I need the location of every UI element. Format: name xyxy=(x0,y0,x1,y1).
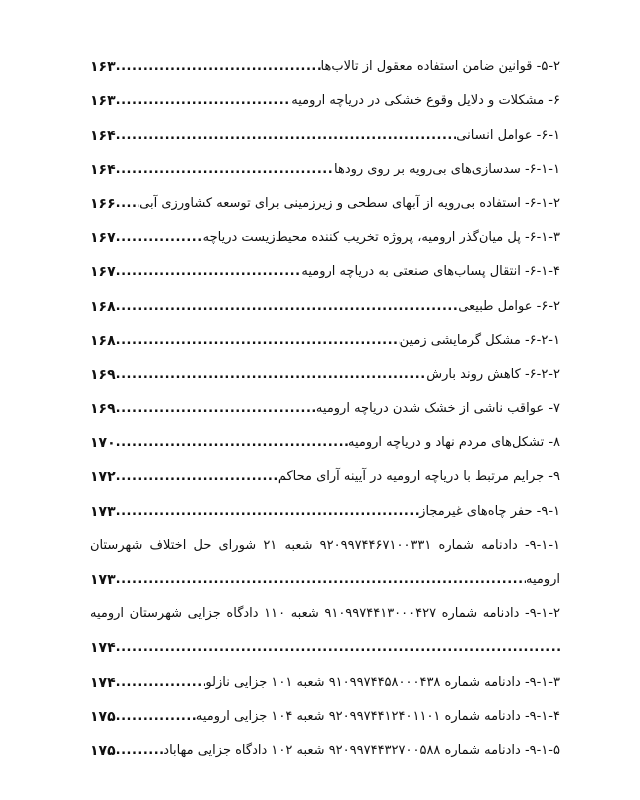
leader-dots xyxy=(116,434,348,452)
leader-dots xyxy=(116,332,400,350)
toc-entry-page: ۱۷۵ xyxy=(90,708,116,725)
toc-entry-page: ۱۶۶ xyxy=(90,195,116,212)
leader-dots xyxy=(116,58,321,76)
toc-entry[interactable] xyxy=(90,418,560,452)
toc-entry[interactable] xyxy=(90,316,560,350)
toc-entry-title: ۹-۱- حفر چاه‌های غیرمجاز xyxy=(419,503,560,519)
toc-entry-title: ۸- تشکل‌های مردم نهاد و دریاچه ارومیه xyxy=(348,435,560,451)
toc-entry-page: ۱۷۰ xyxy=(90,435,116,452)
toc-entry[interactable] xyxy=(90,726,560,760)
toc-entry-title: ۹-۱-۳- دادنامه شماره ۹۱۰۹۹۷۴۴۵۸۰۰۰۴۳۸ شعبه ۱۰۱ جزایی نازلو xyxy=(205,674,560,690)
toc-entry-page: ۱۶۹ xyxy=(90,401,116,418)
toc-entry-page: ۱۷۴ xyxy=(90,640,116,657)
toc-entry-page: ۱۶۳ xyxy=(90,59,116,76)
toc-entry-title: ۹-۱-۲- دادنامه شماره ۹۱۰۹۹۷۴۴۱۳۰۰۰۴۲۷ شعبه ۱۱۰ دادگاه جزایی شهرستان ارومیه xyxy=(90,606,561,622)
leader-dots xyxy=(116,366,427,384)
leader-dots xyxy=(116,674,206,692)
leader-dots xyxy=(116,468,278,486)
table-of-contents xyxy=(90,42,560,760)
leader-dots xyxy=(116,639,560,657)
toc-entry-page: ۱۶۷ xyxy=(90,230,116,247)
toc-entry-title: ۹- جرایم مرتبط با دریاچه ارومیه در آیینه آرای محاکم xyxy=(277,469,560,485)
toc-entry[interactable] xyxy=(90,384,560,418)
toc-entry[interactable] xyxy=(90,110,560,144)
toc-entry-page: ۱۷۳ xyxy=(90,572,116,588)
toc-entry-title: ۶- مشکلات و دلایل وقوع خشکی در دریاچه ارومیه xyxy=(291,93,560,109)
toc-entry-title: ۶-۱- عوامل انسانی xyxy=(456,127,560,143)
leader-dots xyxy=(116,742,164,760)
toc-entry-page: ۱۷۳ xyxy=(90,503,116,520)
toc-entry[interactable] xyxy=(90,657,560,691)
toc-entry-page: ۱۶۹ xyxy=(90,366,116,383)
toc-entry-title: ۶-۲- عوامل طبیعی xyxy=(458,298,560,314)
toc-entry-page: ۱۶۴ xyxy=(90,161,116,178)
toc-entry-page: ۱۷۲ xyxy=(90,469,116,486)
toc-entry[interactable] xyxy=(90,350,560,384)
leader-dots xyxy=(116,571,526,589)
toc-entry-title: ۹-۱-۴- دادنامه شماره ۹۲۰۹۹۷۴۴۱۲۴۰۱۱۰۱ شعبه ۱۰۴ جزایی ارومیه xyxy=(195,708,560,724)
toc-entry-title: ۶-۲-۱- مشکل گرمایشی زمین xyxy=(399,332,560,348)
toc-entry[interactable] xyxy=(90,145,560,179)
toc-entry-title: ۷- عواقب ناشی از خشک شدن دریاچه ارومیه xyxy=(315,401,560,417)
toc-entry-page: ۱۶۷ xyxy=(90,264,116,281)
leader-dots xyxy=(116,503,420,521)
toc-entry-title: ۶-۱-۱- سدسازی‌های بی‌رویه بر روی رودها xyxy=(334,161,560,177)
leader-dots xyxy=(116,298,459,316)
leader-dots xyxy=(116,400,316,418)
toc-entry-title: ۵-۲- قوانین ضامن استفاده معقول از تالاب‌ها xyxy=(320,59,560,75)
toc-entry[interactable] xyxy=(90,179,560,213)
leader-dots xyxy=(116,127,457,145)
toc-entry-page: ۱۶۸ xyxy=(90,332,116,349)
toc-entry-page: ۱۷۴ xyxy=(90,674,116,691)
toc-entry[interactable] xyxy=(90,692,560,726)
toc-entry-title: ۶-۲-۲- کاهش روند بارش xyxy=(426,366,560,382)
toc-entry-title: ۶-۱-۳- پل میان‌گذر ارومیه، پروژه تخریب کننده محیط‌زیست دریاچه xyxy=(202,230,560,246)
leader-dots xyxy=(116,708,196,726)
toc-entry-page: ۱۶۸ xyxy=(90,298,116,315)
toc-entry[interactable] xyxy=(90,76,560,110)
toc-entry-title: ۹-۱-۵- دادنامه شماره ۹۲۰۹۹۷۴۴۳۲۷۰۰۵۸۸ شعبه ۱۰۲ دادگاه جزایی مهاباد xyxy=(163,742,560,758)
toc-entry-title: ۶-۱-۲- استفاده بی‌رویه از آبهای سطحی و زیرزمینی برای توسعه کشاورزی آبی xyxy=(139,195,560,211)
toc-entry-page: ۱۶۳ xyxy=(90,93,116,110)
toc-entry[interactable] xyxy=(90,452,560,486)
toc-entry-page: ۱۷۵ xyxy=(90,742,116,759)
leader-dots xyxy=(116,161,334,179)
toc-entry[interactable] xyxy=(90,486,560,520)
leader-dots xyxy=(116,263,302,281)
toc-entry-title: ۶-۱-۴- انتقال پساب‌های صنعتی به دریاچه ارومیه xyxy=(301,264,560,280)
leader-dots xyxy=(116,92,292,110)
toc-entry-multiline[interactable] xyxy=(90,521,560,589)
toc-entry-page: ۱۶۴ xyxy=(90,127,116,144)
toc-entry[interactable] xyxy=(90,281,560,315)
toc-entry[interactable] xyxy=(90,213,560,247)
toc-entry-title-cont: ارومیه xyxy=(525,572,560,587)
toc-entry[interactable] xyxy=(90,247,560,281)
toc-entry-multiline[interactable] xyxy=(90,589,560,657)
toc-entry[interactable] xyxy=(90,42,560,76)
leader-dots xyxy=(116,229,203,247)
toc-entry-title: ۹-۱-۱- دادنامه شماره ۹۲۰۹۹۷۴۴۶۷۱۰۰۳۳۱ شعبه ۲۱ شورای حل اختلاف شهرستان xyxy=(90,537,561,553)
leader-dots xyxy=(116,195,140,213)
